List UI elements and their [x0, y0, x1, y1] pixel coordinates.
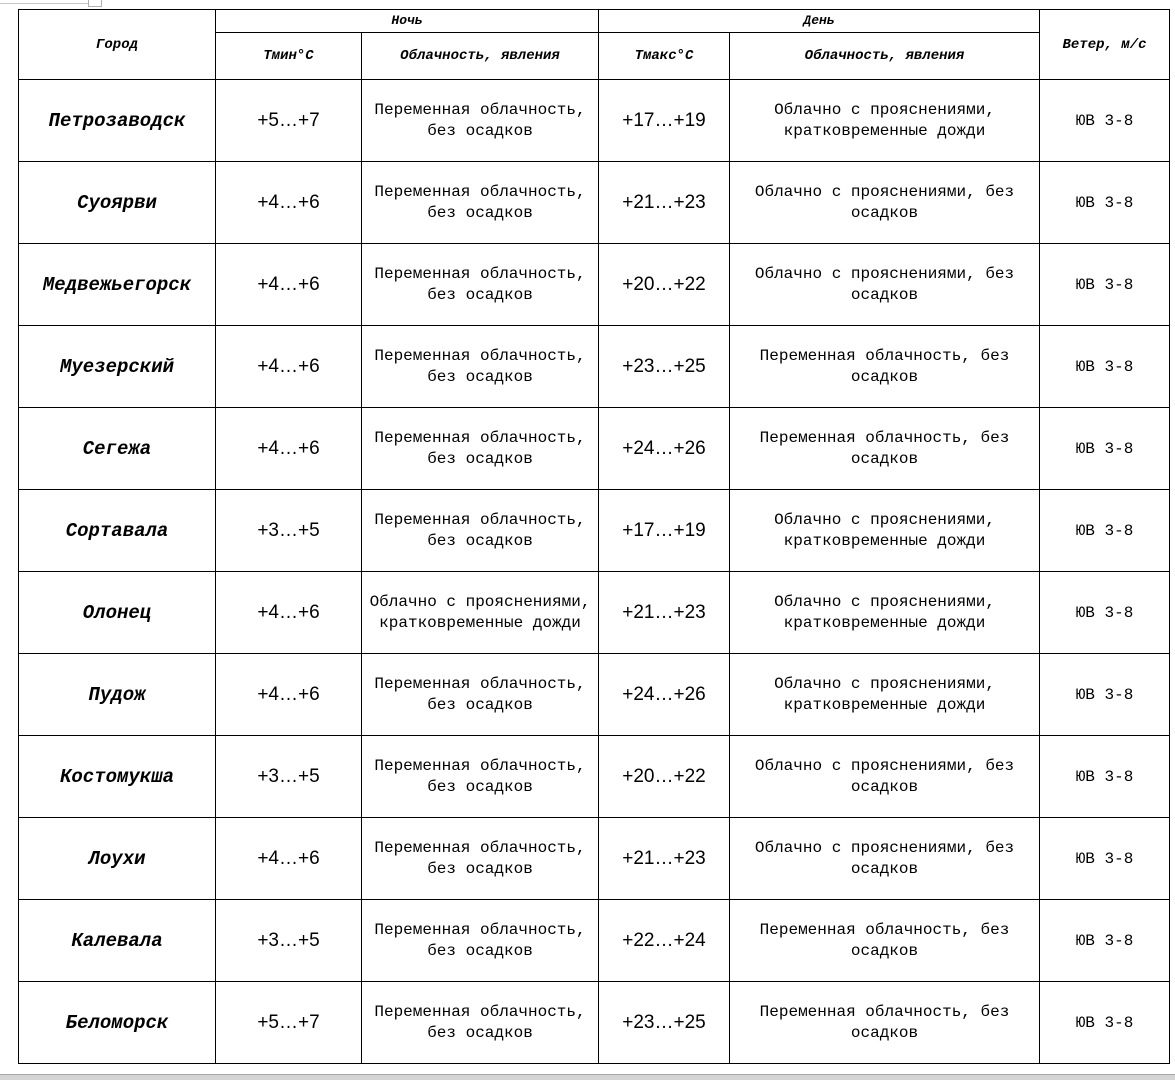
wind-cell: ЮВ 3-8: [1040, 326, 1170, 408]
tmin-cell: +3…+5: [216, 736, 362, 818]
tmin-cell: +4…+6: [216, 654, 362, 736]
night-cloud-cell: Переменная облачность, без осадков: [362, 654, 599, 736]
table-row: [19, 408, 1170, 490]
table-row: [19, 736, 1170, 818]
header-night: Ночь: [216, 10, 599, 33]
table-row: [19, 244, 1170, 326]
night-cloud-cell: Переменная облачность, без осадков: [362, 162, 599, 244]
header-night-cloudiness: Облачность, явления: [362, 33, 599, 80]
tmin-cell: +5…+7: [216, 982, 362, 1064]
tmin-cell: +4…+6: [216, 818, 362, 900]
tmin-cell: +3…+5: [216, 900, 362, 982]
night-cloud-cell: Переменная облачность, без осадков: [362, 244, 599, 326]
tmin-cell: +4…+6: [216, 326, 362, 408]
city-cell: Беломорск: [19, 982, 216, 1064]
night-cloud-cell: Переменная облачность, без осадков: [362, 818, 599, 900]
day-cloud-cell: Облачно с прояснениями, без осадков: [730, 244, 1040, 326]
wind-cell: ЮВ 3-8: [1040, 982, 1170, 1064]
night-cloud-cell: Переменная облачность, без осадков: [362, 900, 599, 982]
wind-cell: ЮВ 3-8: [1040, 490, 1170, 572]
day-cloud-cell: Облачно с прояснениями, кратковременные дожди: [730, 490, 1040, 572]
day-cloud-cell: Облачно с прояснениями, кратковременные дожди: [730, 654, 1040, 736]
night-cloud-cell: Переменная облачность, без осадков: [362, 490, 599, 572]
day-cloud-cell: Переменная облачность, без осадков: [730, 408, 1040, 490]
city-cell: Калевала: [19, 900, 216, 982]
city-cell: Сегежа: [19, 408, 216, 490]
day-cloud-cell: Облачно с прояснениями, кратковременные дожди: [730, 572, 1040, 654]
wind-cell: ЮВ 3-8: [1040, 736, 1170, 818]
tmax-cell: +21…+23: [599, 572, 730, 654]
table-row: [19, 490, 1170, 572]
tmax-cell: +17…+19: [599, 490, 730, 572]
night-cloud-cell: Переменная облачность, без осадков: [362, 736, 599, 818]
night-cloud-cell: Переменная облачность, без осадков: [362, 326, 599, 408]
window-top-edge: [0, 0, 1175, 9]
tmin-cell: +4…+6: [216, 572, 362, 654]
night-cloud-cell: Переменная облачность, без осадков: [362, 80, 599, 162]
tmax-cell: +20…+22: [599, 244, 730, 326]
table-row: [19, 326, 1170, 408]
tmin-cell: +3…+5: [216, 490, 362, 572]
tmax-cell: +24…+26: [599, 408, 730, 490]
night-cloud-cell: Переменная облачность, без осадков: [362, 982, 599, 1064]
city-cell: Суоярви: [19, 162, 216, 244]
wind-cell: ЮВ 3-8: [1040, 162, 1170, 244]
tmax-cell: +21…+23: [599, 162, 730, 244]
city-cell: Олонец: [19, 572, 216, 654]
wind-cell: ЮВ 3-8: [1040, 818, 1170, 900]
wind-cell: ЮВ 3-8: [1040, 654, 1170, 736]
night-cloud-cell: Переменная облачность, без осадков: [362, 408, 599, 490]
wind-cell: ЮВ 3-8: [1040, 900, 1170, 982]
tmin-cell: +4…+6: [216, 408, 362, 490]
city-cell: Муезерский: [19, 326, 216, 408]
tmax-cell: +24…+26: [599, 654, 730, 736]
table-row: [19, 654, 1170, 736]
tmin-cell: +5…+7: [216, 80, 362, 162]
header-wind: Ветер, м/с: [1040, 10, 1170, 80]
window-bottom-edge: [0, 1074, 1175, 1080]
table-row: [19, 818, 1170, 900]
header-tmax: Тмакс°С: [599, 33, 730, 80]
day-cloud-cell: Облачно с прояснениями, кратковременные дожди: [730, 80, 1040, 162]
tmax-cell: +17…+19: [599, 80, 730, 162]
city-cell: Петрозаводск: [19, 80, 216, 162]
forecast-table: [18, 9, 1170, 1064]
table-row: [19, 80, 1170, 162]
table-row: [19, 572, 1170, 654]
header-day: День: [599, 10, 1040, 33]
table-row: [19, 162, 1170, 244]
wind-cell: ЮВ 3-8: [1040, 408, 1170, 490]
top-rule: [0, 3, 88, 4]
day-cloud-cell: Облачно с прояснениями, без осадков: [730, 736, 1040, 818]
city-cell: Пудож: [19, 654, 216, 736]
wind-cell: ЮВ 3-8: [1040, 244, 1170, 326]
day-cloud-cell: Переменная облачность, без осадков: [730, 982, 1040, 1064]
wind-cell: ЮВ 3-8: [1040, 572, 1170, 654]
wind-cell: ЮВ 3-8: [1040, 80, 1170, 162]
tmin-cell: +4…+6: [216, 162, 362, 244]
day-cloud-cell: Облачно с прояснениями, без осадков: [730, 818, 1040, 900]
table-row: [19, 900, 1170, 982]
tmax-cell: +20…+22: [599, 736, 730, 818]
city-cell: Медвежьегорск: [19, 244, 216, 326]
tmax-cell: +23…+25: [599, 326, 730, 408]
header-city: Город: [19, 10, 216, 80]
city-cell: Костомукша: [19, 736, 216, 818]
city-cell: Лоухи: [19, 818, 216, 900]
tmin-cell: +4…+6: [216, 244, 362, 326]
night-cloud-cell: Облачно с прояснениями, кратковременные дожди: [362, 572, 599, 654]
tmax-cell: +22…+24: [599, 900, 730, 982]
tmax-cell: +23…+25: [599, 982, 730, 1064]
day-cloud-cell: Облачно с прояснениями, без осадков: [730, 162, 1040, 244]
header-tmin: Тмин°С: [216, 33, 362, 80]
header-day-cloudiness: Облачность, явления: [730, 33, 1040, 80]
day-cloud-cell: Переменная облачность, без осадков: [730, 326, 1040, 408]
top-handle: [88, 0, 102, 7]
table-row: [19, 982, 1170, 1064]
day-cloud-cell: Переменная облачность, без осадков: [730, 900, 1040, 982]
tmax-cell: +21…+23: [599, 818, 730, 900]
city-cell: Сортавала: [19, 490, 216, 572]
